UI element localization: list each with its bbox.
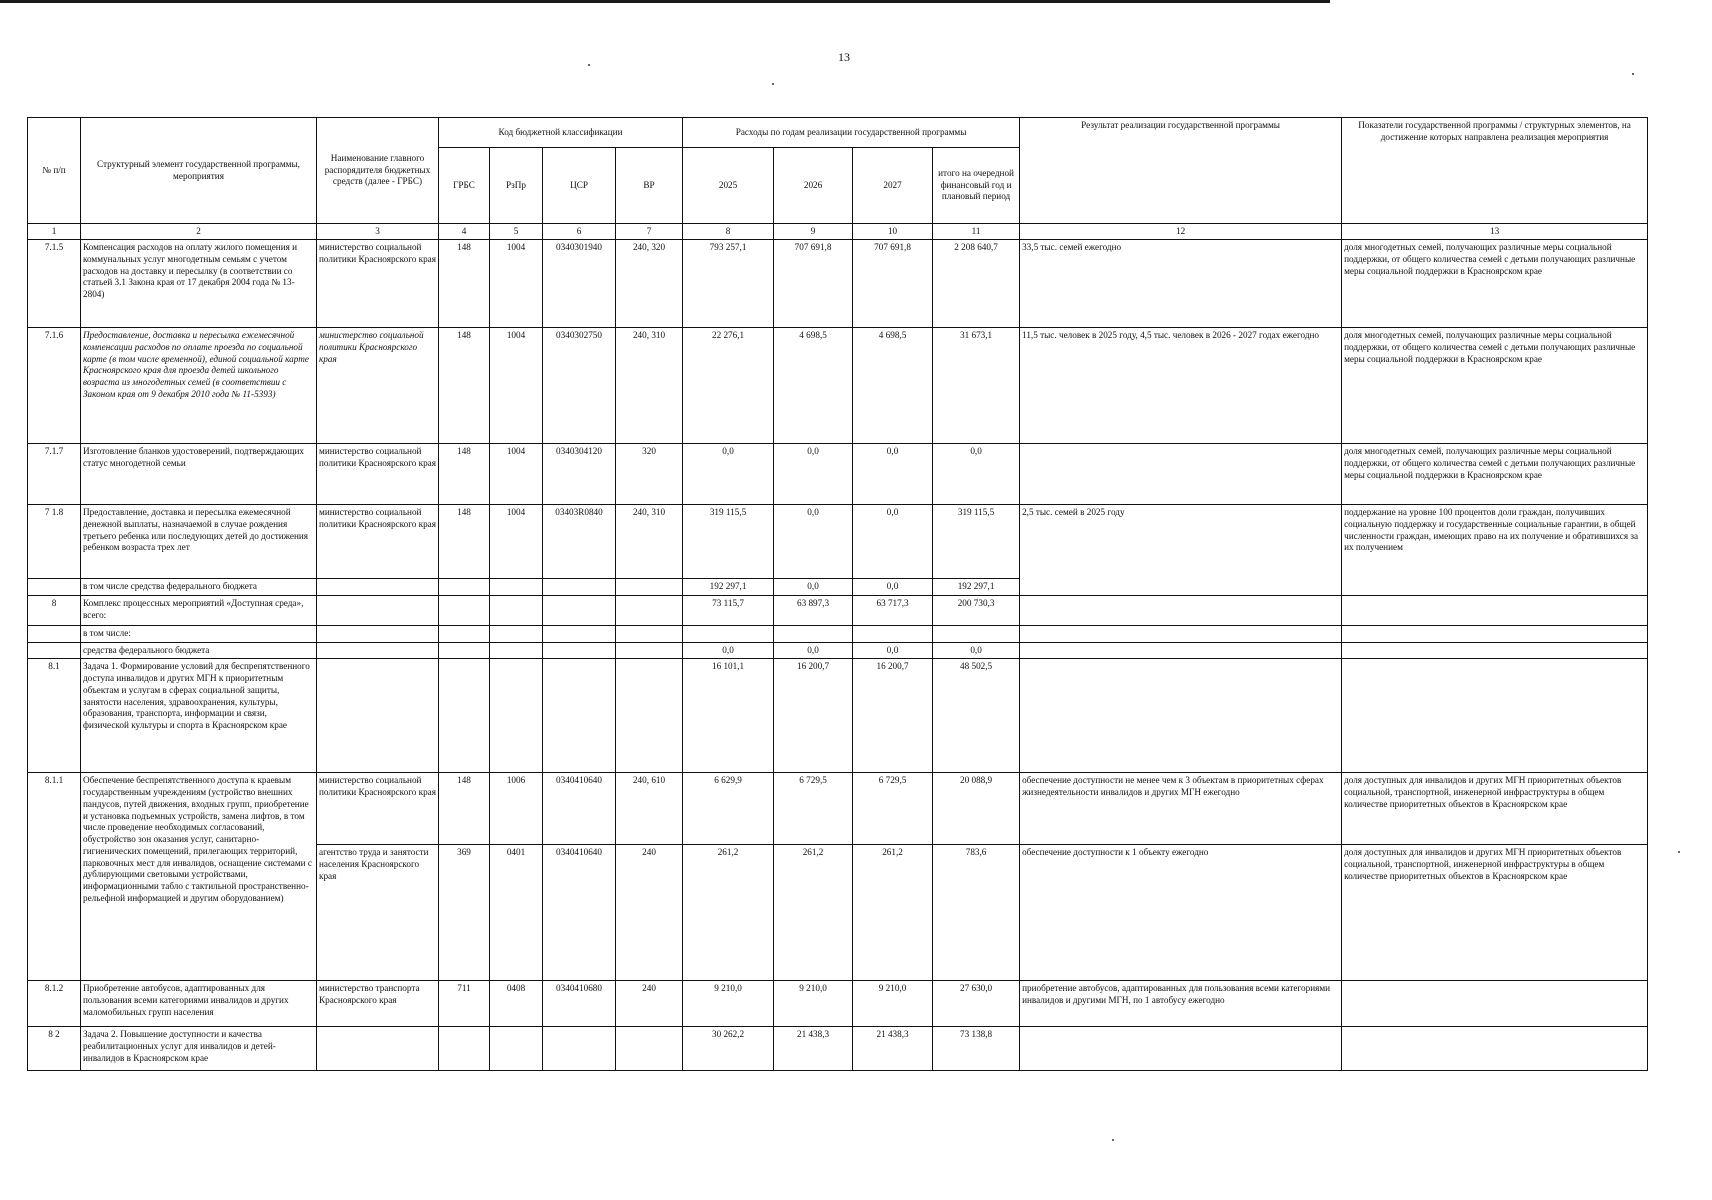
row-csr: 0340304120 bbox=[543, 444, 616, 505]
table-row bbox=[28, 773, 1648, 845]
scan-speck bbox=[588, 64, 590, 66]
row-number: 8.1.1 bbox=[28, 773, 81, 981]
row-2025: 16 101,1 bbox=[683, 659, 774, 773]
row-csr: 0340301940 bbox=[543, 240, 616, 328]
row-2026: 261,2 bbox=[774, 845, 853, 981]
col-num: 12 bbox=[1020, 224, 1342, 240]
header-2025: 2025 bbox=[683, 148, 774, 224]
row-total: 319 115,5 bbox=[933, 505, 1020, 579]
row-2027: 4 698,5 bbox=[853, 328, 933, 444]
row-2025: 319 115,5 bbox=[683, 505, 774, 579]
row-number: 8 2 bbox=[28, 1027, 81, 1071]
row-2026: 9 210,0 bbox=[774, 981, 853, 1027]
header-no: № п/п bbox=[28, 118, 81, 224]
row-number: 8.1 bbox=[28, 659, 81, 773]
table-row bbox=[28, 1027, 1648, 1071]
row-total: 192 297,1 bbox=[933, 579, 1020, 596]
row-vr: 240, 310 bbox=[616, 505, 683, 579]
col-num: 13 bbox=[1342, 224, 1648, 240]
row-2027: 0,0 bbox=[853, 444, 933, 505]
row-2025: 0,0 bbox=[683, 642, 774, 659]
table-row bbox=[28, 328, 1648, 444]
row-2026: 0,0 bbox=[774, 444, 853, 505]
row-vr: 320 bbox=[616, 444, 683, 505]
budget-table bbox=[27, 117, 1648, 1071]
row-result: 2,5 тыс. семей в 2025 году bbox=[1020, 505, 1342, 596]
table-row bbox=[28, 981, 1648, 1027]
row-grbs-name: министерство социальной политики Красноярского края bbox=[317, 328, 439, 444]
row-indicator: доля доступных для инвалидов и других МГН приоритетных объектов социальной, транспортной, инженерной инфраструктуры в общем количестве приоритетных объектов в Красноярском крае bbox=[1342, 845, 1648, 981]
row-csr: 0340302750 bbox=[543, 328, 616, 444]
row-indicator: поддержание на уровне 100 процентов доли граждан, получивших социальную поддержку и государственные социальные гарантии, в общей численности граждан, имеющих право на их получение и обратившихся за их получением bbox=[1342, 505, 1648, 596]
header-indicators: Показатели государственной программы / структурных элементов, на достижение которых направлена реализация мероприятия bbox=[1342, 118, 1648, 224]
row-vr: 240, 610 bbox=[616, 773, 683, 845]
row-result: приобретение автобусов, адаптированных для пользования всеми категориями инвалидов и другими МГН, по 1 автобусу ежегодно bbox=[1020, 981, 1342, 1027]
col-num: 11 bbox=[933, 224, 1020, 240]
table-row bbox=[28, 240, 1648, 328]
row-2026: 0,0 bbox=[774, 642, 853, 659]
row-2027: 0,0 bbox=[853, 505, 933, 579]
row-indicator: доля многодетных семей, получающих различные меры социальной поддержки, от общего количества семей с детьми получающих различные меры социальной поддержки в Красноярском крае bbox=[1342, 240, 1648, 328]
table-row bbox=[28, 595, 1648, 625]
row-2026: 6 729,5 bbox=[774, 773, 853, 845]
row-rzpr: 1006 bbox=[490, 773, 543, 845]
row-rzpr: 1004 bbox=[490, 240, 543, 328]
row-total: 73 138,8 bbox=[933, 1027, 1020, 1071]
row-2025: 793 257,1 bbox=[683, 240, 774, 328]
row-2027: 707 691,8 bbox=[853, 240, 933, 328]
row-vr: 240, 320 bbox=[616, 240, 683, 328]
row-2027: 6 729,5 bbox=[853, 773, 933, 845]
row-2027: 16 200,7 bbox=[853, 659, 933, 773]
row-csr: 0340410680 bbox=[543, 981, 616, 1027]
row-total: 31 673,1 bbox=[933, 328, 1020, 444]
table-row bbox=[28, 444, 1648, 505]
row-indicator: доля многодетных семей, получающих различные меры социальной поддержки, от общего количества семей с детьми получающих различные меры социальной поддержки в Красноярском крае bbox=[1342, 444, 1648, 505]
row-grbs: 148 bbox=[439, 773, 490, 845]
row-total: 0,0 bbox=[933, 444, 1020, 505]
row-element: средства федерального бюджета bbox=[81, 642, 317, 659]
row-rzpr: 1004 bbox=[490, 328, 543, 444]
row-grbs: 148 bbox=[439, 444, 490, 505]
scan-speck bbox=[1678, 851, 1680, 853]
row-vr: 240, 310 bbox=[616, 328, 683, 444]
row-csr: 03403R0840 bbox=[543, 505, 616, 579]
row-grbs-name: министерство социальной политики Красноярского края bbox=[317, 240, 439, 328]
row-grbs: 148 bbox=[439, 328, 490, 444]
col-num: 4 bbox=[439, 224, 490, 240]
row-element: Предоставление, доставка и пересылка ежемесячной компенсации расходов по оплате проезда по социальной карте (в том числе временной), единой социальной карте Красноярского края для проезда детей школьного возраста из многодетных семей (в соответствии с Законом края от 9 декабря 2010 года № 11-5393) bbox=[81, 328, 317, 444]
row-grbs: 711 bbox=[439, 981, 490, 1027]
row-total: 783,6 bbox=[933, 845, 1020, 981]
table-row bbox=[28, 659, 1648, 773]
row-grbs-name: министерство социальной политики Красноярского края bbox=[317, 773, 439, 845]
table-row bbox=[28, 505, 1648, 579]
scan-speck bbox=[1632, 73, 1634, 75]
row-result: обеспечение доступности к 1 объекту ежегодно bbox=[1020, 845, 1342, 981]
row-csr: 0340410640 bbox=[543, 845, 616, 981]
row-vr: 240 bbox=[616, 845, 683, 981]
row-2025: 9 210,0 bbox=[683, 981, 774, 1027]
row-federal-label: в том числе средства федерального бюджета bbox=[81, 579, 317, 596]
row-2025: 261,2 bbox=[683, 845, 774, 981]
row-2026: 21 438,3 bbox=[774, 1027, 853, 1071]
row-2025: 6 629,9 bbox=[683, 773, 774, 845]
row-rzpr: 0401 bbox=[490, 845, 543, 981]
row-total: 2 208 640,7 bbox=[933, 240, 1020, 328]
row-grbs-name: министерство социальной политики Красноярского края bbox=[317, 505, 439, 579]
row-indicator bbox=[1342, 981, 1648, 1027]
row-total: 20 088,9 bbox=[933, 773, 1020, 845]
col-num: 10 bbox=[853, 224, 933, 240]
col-num: 2 bbox=[81, 224, 317, 240]
header-element: Структурный элемент государственной программы, мероприятия bbox=[81, 118, 317, 224]
header-total: итого на очередной финансовый год и плановый период bbox=[933, 148, 1020, 224]
table-row bbox=[28, 642, 1648, 659]
row-result: 11,5 тыс. человек в 2025 году, 4,5 тыс. человек в 2026 - 2027 годах ежегодно bbox=[1020, 328, 1342, 444]
row-element: Приобретение автобусов, адаптированных для пользования всеми категориями инвалидов и других маломобильных групп населения bbox=[81, 981, 317, 1027]
page-number: 13 bbox=[838, 50, 850, 64]
row-grbs: 369 bbox=[439, 845, 490, 981]
row-result bbox=[1020, 444, 1342, 505]
row-element: Компенсация расходов на оплату жилого помещения и коммунальных услуг многодетным семьям с учетом расходов на доставку и пересылку (в соответствии со статьей 3.1 Закона края от 17 декабря 2004 года № 13-2804) bbox=[81, 240, 317, 328]
row-element: в том числе: bbox=[81, 625, 317, 642]
row-total: 27 630,0 bbox=[933, 981, 1020, 1027]
row-grbs: 148 bbox=[439, 505, 490, 579]
header-row bbox=[28, 118, 1648, 148]
row-result: обеспечение доступности не менее чем к 3 объектам в приоритетных сферах жизнедеятельности инвалидов и других МГН ежегодно bbox=[1020, 773, 1342, 845]
row-2027: 63 717,3 bbox=[853, 595, 933, 625]
col-num: 5 bbox=[490, 224, 543, 240]
row-number: 8.1.2 bbox=[28, 981, 81, 1027]
col-num: 6 bbox=[543, 224, 616, 240]
row-2026: 0,0 bbox=[774, 505, 853, 579]
row-number: 7.1.6 bbox=[28, 328, 81, 444]
row-2026: 0,0 bbox=[774, 579, 853, 596]
table-row bbox=[28, 625, 1648, 642]
row-element: Задача 2. Повышение доступности и качества реабилитационных услуг для инвалидов и детей-инвалидов в Красноярском крае bbox=[81, 1027, 317, 1071]
row-number: 8 bbox=[28, 595, 81, 625]
row-grbs-name: министерство транспорта Красноярского края bbox=[317, 981, 439, 1027]
column-number-row bbox=[28, 224, 1648, 240]
col-num: 7 bbox=[616, 224, 683, 240]
col-num: 8 bbox=[683, 224, 774, 240]
header-expenses: Расходы по годам реализации государственной программы bbox=[683, 118, 1020, 148]
row-2025: 22 276,1 bbox=[683, 328, 774, 444]
scan-speck bbox=[1112, 1139, 1114, 1141]
header-rzpr: РзПр bbox=[490, 148, 543, 224]
row-number: 7.1.7 bbox=[28, 444, 81, 505]
header-kbk: Код бюджетной классификации bbox=[439, 118, 683, 148]
row-2026: 4 698,5 bbox=[774, 328, 853, 444]
row-2027: 0,0 bbox=[853, 579, 933, 596]
row-2026: 707 691,8 bbox=[774, 240, 853, 328]
row-rzpr: 1004 bbox=[490, 505, 543, 579]
row-element: Комплекс процессных мероприятий «Доступная среда», всего: bbox=[81, 595, 317, 625]
row-2025: 73 115,7 bbox=[683, 595, 774, 625]
row-2025: 0,0 bbox=[683, 444, 774, 505]
row-element: Задача 1. Формирование условий для беспрепятственного доступа инвалидов и других МГН к приоритетным объектам и услугам в сферах социальной защиты, занятости населения, здравоохранения, культуры, образования, транспорта, информации и связи, физической культуры и спорта в Красноярском крае bbox=[81, 659, 317, 773]
row-2026: 16 200,7 bbox=[774, 659, 853, 773]
scan-speck bbox=[772, 83, 774, 85]
row-2025: 30 262,2 bbox=[683, 1027, 774, 1071]
header-2026: 2026 bbox=[774, 148, 853, 224]
row-number: 7 1.8 bbox=[28, 505, 81, 579]
row-element: Предоставление, доставка и пересылка ежемесячной денежной выплаты, назначаемой в случае рождения третьего ребенка или последующих детей до достижения ребенком возраста трех лет bbox=[81, 505, 317, 579]
top-border-line bbox=[0, 0, 1330, 3]
row-indicator: доля доступных для инвалидов и других МГН приоритетных объектов социальной, транспортной, инженерной инфраструктуры в общем количестве приоритетных объектов в Красноярском крае bbox=[1342, 773, 1648, 845]
row-rzpr: 1004 bbox=[490, 444, 543, 505]
row-total: 48 502,5 bbox=[933, 659, 1020, 773]
col-num: 1 bbox=[28, 224, 81, 240]
row-2026: 63 897,3 bbox=[774, 595, 853, 625]
row-total: 0,0 bbox=[933, 642, 1020, 659]
row-2027: 0,0 bbox=[853, 642, 933, 659]
header-grbs-name: Наименование главного распорядителя бюджетных средств (далее - ГРБС) bbox=[317, 118, 439, 224]
header-csr: ЦСР bbox=[543, 148, 616, 224]
header-vr: ВР bbox=[616, 148, 683, 224]
row-element: Изготовление бланков удостоверений, подтверждающих статус многодетной семьи bbox=[81, 444, 317, 505]
row-rzpr: 0408 bbox=[490, 981, 543, 1027]
row-grbs-name: агентство труда и занятости населения Красноярского края bbox=[317, 845, 439, 981]
row-2027: 21 438,3 bbox=[853, 1027, 933, 1071]
row-grbs: 148 bbox=[439, 240, 490, 328]
row-vr: 240 bbox=[616, 981, 683, 1027]
col-num: 3 bbox=[317, 224, 439, 240]
row-csr: 0340410640 bbox=[543, 773, 616, 845]
row-number: 7.1.5 bbox=[28, 240, 81, 328]
row-result: 33,5 тыс. семей ежегодно bbox=[1020, 240, 1342, 328]
row-element: Обеспечение беспрепятственного доступа к краевым государственным учреждениям (устройство внешних пандусов, путей движения, входных групп, приобретение и установка подъемных устройств, замена лифтов, в том числе проведение необходимых согласований, обустройство зон оказания услуг, санитарно-гигиенических помещений, прилегающих территорий, парковочных мест для инвалидов, оснащение системами с дублирующими световыми устройствами, информационными табло с тактильной пространственно-рельефной информацией и другим оборудованием) bbox=[81, 773, 317, 981]
row-indicator: доля многодетных семей, получающих различные меры социальной поддержки, от общего количества семей с детьми получающих различные меры социальной поддержки в Красноярском крае bbox=[1342, 328, 1648, 444]
row-2025: 192 297,1 bbox=[683, 579, 774, 596]
row-grbs-name: министерство социальной политики Красноярского края bbox=[317, 444, 439, 505]
header-result: Результат реализации государственной программы bbox=[1020, 118, 1342, 224]
row-2027: 9 210,0 bbox=[853, 981, 933, 1027]
header-grbs: ГРБС bbox=[439, 148, 490, 224]
header-2027: 2027 bbox=[853, 148, 933, 224]
row-total: 200 730,3 bbox=[933, 595, 1020, 625]
col-num: 9 bbox=[774, 224, 853, 240]
row-2027: 261,2 bbox=[853, 845, 933, 981]
